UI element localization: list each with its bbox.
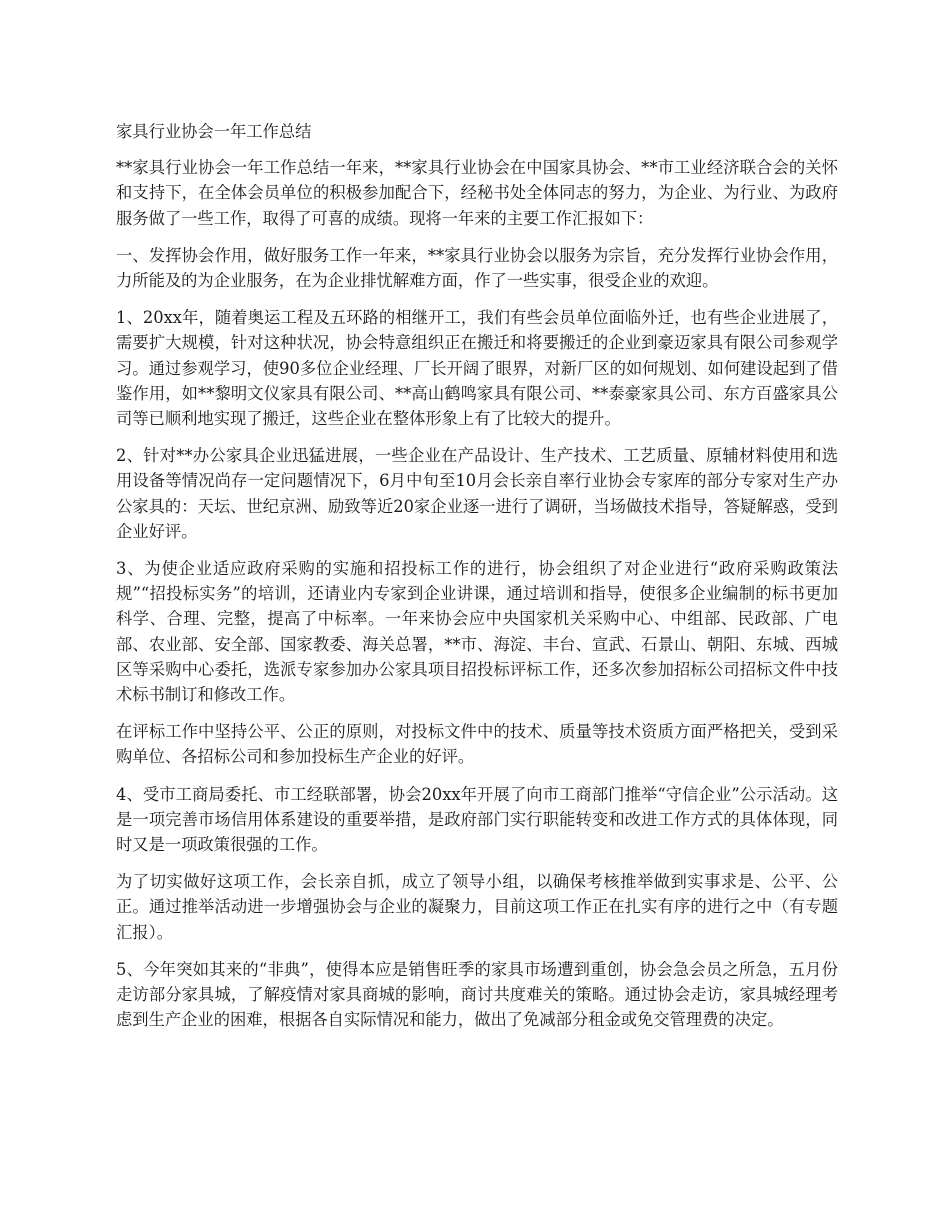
paragraph-item-5: 5、今年突如其来的“非典”，使得本应是销售旺季的家具市场遭到重创，协会急会员之所急，五月份走访部分家具城，了解疫情对家具商城的影响，商讨共度难关的策略。通过协会走访，家具城经理考虑到生产企业的困难，根据各自实际情况和能力，做出了免减部分租金或免交管理费的决定。 [116, 959, 838, 1030]
paragraph-item-3: 3、为使企业适应政府采购的实施和招投标工作的进行，协会组织了对企业进行“政府采购政策法规”“招投标实务”的培训，还请业内专家到企业讲课，通过培训和指导，使很多企业编制的标书更加科学、合理、完整，提高了中标率。一年来协会应中央国家机关采购中心、中组部、民政部、广电部、农业部、安全部、国家教委、海关总署，**市、海淀、丰台、宣武、石景山、朝阳、东城、西城区等采购中心委托，选派专家参加办公家具项目招投标评标工作，还多次参加招标公司招标文件中技术标书制订和修改工作。 [116, 559, 838, 705]
paragraph-section-one: 一、发挥协会作用，做好服务工作一年来，**家具行业协会以服务为宗旨，充分发挥行业协会作用，力所能及的为企业服务，在为企业排忧解难方面，作了一些实事，很受企业的欢迎。 [116, 245, 838, 291]
document-body [116, 119, 838, 1045]
document-title: 家具行业协会一年工作总结 [116, 122, 312, 141]
paragraph-intro: **家具行业协会一年工作总结一年来，**家具行业协会在中国家具协会、**市工业经济联合会的关怀和支持下，在全体会员单位的积极参加配合下，经秘书处全体同志的努力，为企业、为行业、为政府服务做了一些工作，取得了可喜的成绩。现将一年来的主要工作汇报如下： [116, 158, 838, 228]
paragraph-item-2: 2、针对**办公家具企业迅猛进展，一些企业在产品设计、生产技术、工艺质量、原辅材料使用和选用设备等情况尚存一定问题情况下，6月中旬至10月会长亲自率行业协会专家库的部分专家对生产办公家具的：天坛、世纪京洲、励致等近20家企业逐一进行了调研，当场做技术指导，答疑解惑，受到企业好评。 [116, 446, 838, 541]
paragraph-evaluation: 在评标工作中坚持公平、公正的原则，对投标文件中的技术、质量等技术资质方面严格把关，受到采购单位、各招标公司和参加投标生产企业的好评。 [116, 722, 838, 767]
paragraph-implementation: 为了切实做好这项工作，会长亲自抓，成立了领导小组，以确保考核推举做到实事求是、公平、公正。通过推举活动进一步增强协会与企业的凝聚力，目前这项工作正在扎实有序的进行之中（有专题汇报）。 [116, 872, 838, 942]
paragraph-item-1: 1、20xx年，随着奥运工程及五环路的相继开工，我们有些会员单位面临外迁，也有些企业进展了，需要扩大规模，针对这种状况，协会特意组织正在搬迁和将要搬迁的企业到豪迈家具有限公司参观学习。通过参观学习，使90多位企业经理、厂长开阔了眼界，对新厂区的如何规划、如何建设起到了借鉴作用，如**黎明文仪家具有限公司、**高山鹤鸣家具有限公司、**泰豪家具公司、东方百盛家具公司等已顺利地实现了搬迁，这些企业在整体形象上有了比较大的提升。 [116, 308, 838, 429]
paragraph-item-4: 4、受市工商局委托、市工经联部署，协会20xx年开展了向市工商部门推举“守信企业”公示活动。这是一项完善市场信用体系建设的重要举措，是政府部门实行职能转变和改进工作方式的具体体现，同时又是一项政策很强的工作。 [116, 784, 838, 855]
